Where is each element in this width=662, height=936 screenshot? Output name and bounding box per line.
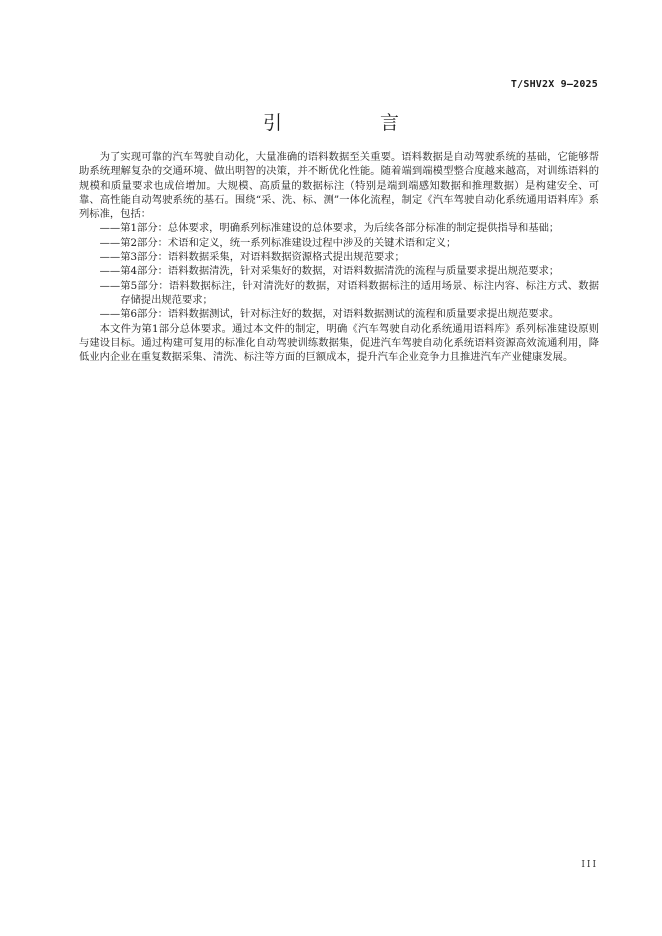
list-item bbox=[79, 307, 599, 321]
list-item bbox=[79, 279, 599, 308]
list-item bbox=[79, 236, 599, 250]
closing-paragraph: 本文件为第1部分总体要求。通过本文件的制定，明确《汽车驾驶自动化系统通用语料库》系列标准建设原则与建设目标。通过构建可复用的标准化自动驾驶训练数据集，促进汽车驾驶自动化系统语料资源高效流通利用，降低业内企业在重复数据采集、清洗、标注等方面的巨额成本，提升汽车企业竞争力且推进汽车产业健康发展。 bbox=[79, 322, 599, 364]
standard-code: T/SHV2X 9—2025 bbox=[510, 79, 598, 90]
list-dash: —— bbox=[99, 308, 121, 321]
page-title: 引 言 bbox=[262, 112, 446, 134]
list-item-text: 第1部分：总体要求，明确系列标准建设的总体要求，为后续各部分标准的制定提供指导和基础； bbox=[120, 222, 560, 235]
list-item bbox=[79, 264, 599, 278]
page-number: III bbox=[581, 860, 598, 870]
list-dash: —— bbox=[99, 222, 121, 235]
list-item-text: 第5部分：语料数据标注，针对清洗好的数据，对语料数据标注的适用场景、标注内容、标注方式、数据存储提出规范要求； bbox=[120, 279, 599, 306]
list-item-text: 第4部分：语料数据清洗，针对采集好的数据，对语料数据清洗的流程与质量要求提出规范要求； bbox=[120, 265, 560, 278]
list-dash: —— bbox=[99, 265, 121, 278]
list-item-text: 第6部分：语料数据测试，针对标注好的数据，对语料数据测试的流程和质量要求提出规范要求。 bbox=[120, 308, 560, 321]
list-dash: —— bbox=[99, 279, 121, 292]
list-item-text: 第3部分：语料数据采集，对语料数据资源格式提出规范要求； bbox=[120, 251, 405, 264]
list-dash: —— bbox=[99, 236, 121, 249]
intro-paragraph: 为了实现可靠的汽车驾驶自动化，大量准确的语料数据至关重要。语料数据是自动驾驶系统的基础，它能够帮助系统理解复杂的交通环境、做出明智的决策，并不断优化性能。随着端到端模型整合度越来越高，对训练语料的规模和质量要求也成倍增加。大规模、高质量的数据标注（特别是端到端感知数据和推理数据）是构建安全、可靠、高性能自动驾驶系统的基石。围绕“采、洗、标、测”一体化流程，制定《汽车驾驶自动化系统通用语料库》系列标准，包括： bbox=[79, 151, 599, 221]
list-item-text: 第2部分：术语和定义，统一系列标准建设过程中涉及的关键术语和定义； bbox=[120, 236, 457, 249]
list-dash: —— bbox=[99, 251, 121, 264]
list-item bbox=[79, 250, 599, 264]
list-item bbox=[79, 221, 599, 235]
document-body bbox=[79, 150, 599, 364]
